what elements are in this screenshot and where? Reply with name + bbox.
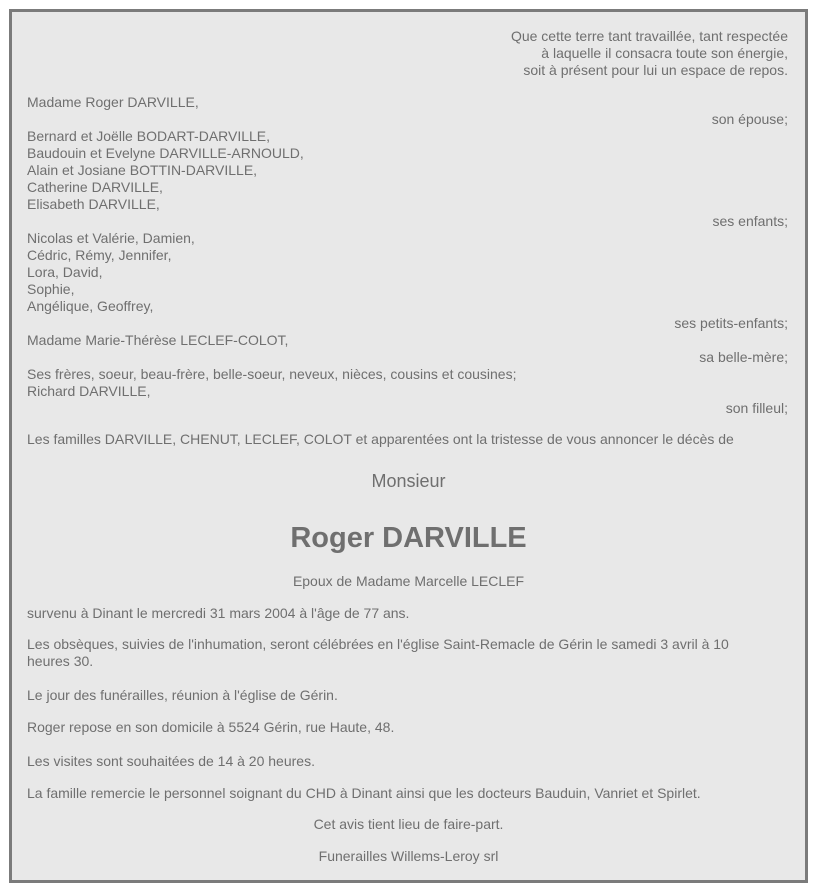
funeral-paragraph: heures 30. <box>27 653 94 669</box>
epigraph-line: Que cette terre tant travaillée, tant respectée <box>510 28 788 44</box>
spouse-line: Epoux de Madame Marcelle LECLEF <box>292 573 525 589</box>
funeral-home: Funerailles Willems-Leroy srl <box>318 848 499 864</box>
epigraph-line: soit à présent pour lui un espace de repos. <box>523 62 788 78</box>
mother-in-law-relation: sa belle-mère; <box>699 349 788 365</box>
meeting-paragraph: Le jour des funérailles, réunion à l'église de Gérin. <box>27 687 338 703</box>
child-name: Catherine DARVILLE, <box>27 179 163 195</box>
children-relation: ses enfants; <box>712 213 788 229</box>
rest-paragraph: Roger repose en son domicile à 5524 Gérin, rue Haute, 48. <box>27 719 395 735</box>
visits-paragraph: Les visites sont souhaitées de 14 à 20 heures. <box>27 753 315 769</box>
grandchild-name: Sophie, <box>27 281 75 297</box>
death-paragraph: survenu à Dinant le mercredi 31 mars 2004 à l'âge de 77 ans. <box>27 605 410 621</box>
child-name: Bernard et Joëlle BODART-DARVILLE, <box>27 128 271 144</box>
funeral-paragraph: Les obsèques, suivies de l'inhumation, seront célébrées en l'église Saint-Remacle de Gérin le samedi 3 avril à 10 <box>27 636 729 652</box>
spouse-relation: son épouse; <box>711 111 788 127</box>
child-name: Baudouin et Evelyne DARVILLE-ARNOULD, <box>27 145 304 161</box>
deceased-name: Roger DARVILLE <box>290 522 527 554</box>
closing-line: Cet avis tient lieu de faire-part. <box>313 816 504 832</box>
grandchild-name: Angélique, Geoffrey, <box>27 298 154 314</box>
child-name: Elisabeth DARVILLE, <box>27 196 160 212</box>
relatives-line: Ses frères, soeur, beau-frère, belle-soeur, neveux, nièces, cousins et cousines; <box>27 366 517 382</box>
grandchildren-relation: ses petits-enfants; <box>674 315 788 331</box>
grandchild-name: Cédric, Rémy, Jennifer, <box>27 247 172 263</box>
spouse-name: Madame Roger DARVILLE, <box>27 94 199 110</box>
child-name: Alain et Josiane BOTTIN-DARVILLE, <box>27 162 258 178</box>
godson-relation: son filleul; <box>725 400 788 416</box>
epigraph-line: à laquelle il consacra toute son énergie, <box>541 45 788 61</box>
grandchild-name: Nicolas et Valérie, Damien, <box>27 230 195 246</box>
honorific: Monsieur <box>371 471 446 491</box>
announcement: Les familles DARVILLE, CHENUT, LECLEF, COLOT et apparentées ont la tristesse de vous annoncer le décès de <box>27 431 734 447</box>
obituary-notice <box>9 9 808 883</box>
godson-name: Richard DARVILLE, <box>27 383 151 399</box>
grandchild-name: Lora, David, <box>27 264 103 280</box>
thanks-paragraph: La famille remercie le personnel soignant du CHD à Dinant ainsi que les docteurs Bauduin, Vanriet et Spirlet. <box>27 785 701 801</box>
mother-in-law-name: Madame Marie-Thérèse LECLEF-COLOT, <box>27 332 289 348</box>
